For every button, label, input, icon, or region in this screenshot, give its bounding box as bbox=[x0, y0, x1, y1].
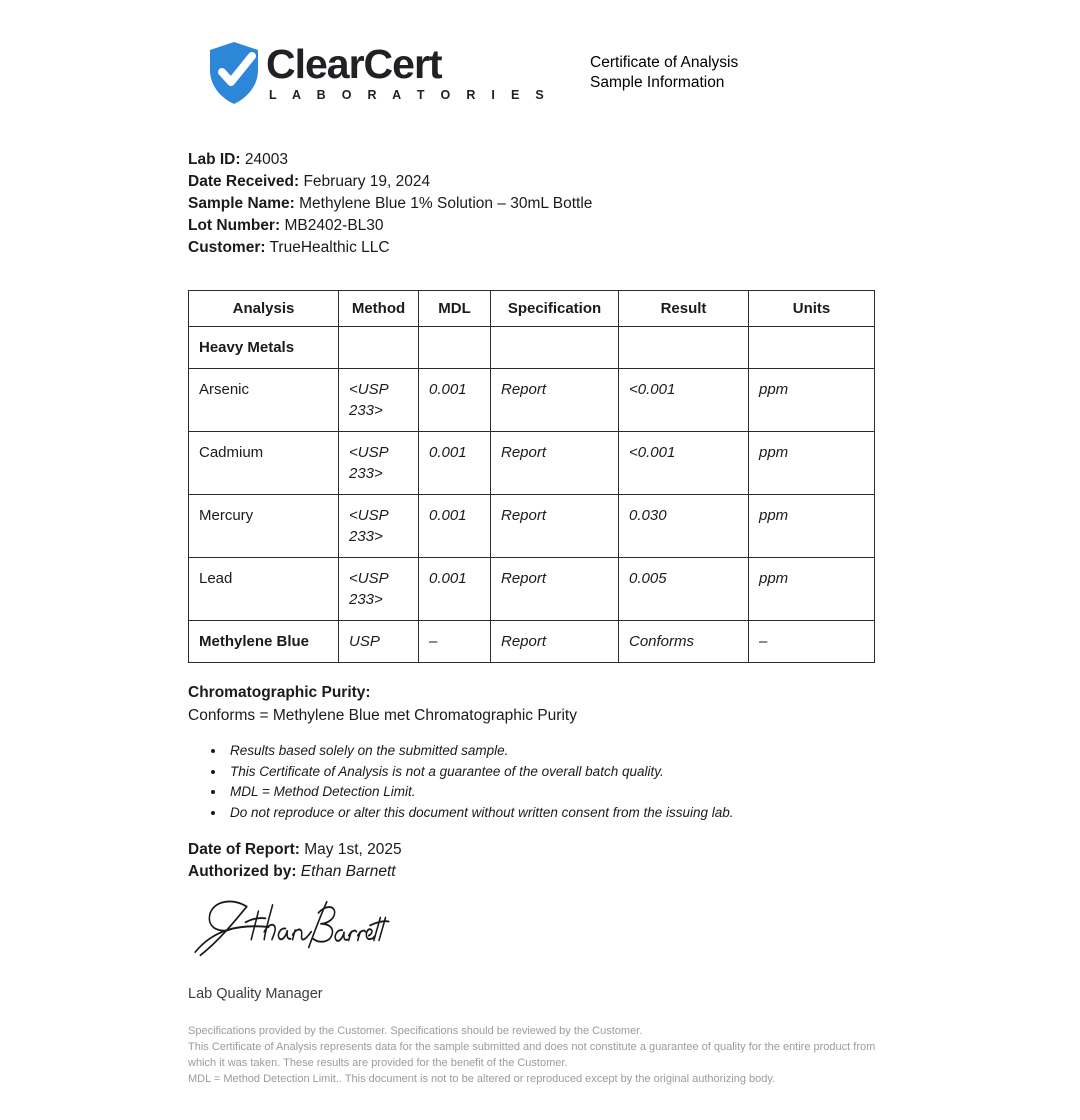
cell-result: 0.030 bbox=[619, 495, 749, 558]
cell-mdl: 0.001 bbox=[419, 369, 491, 432]
customer-line bbox=[188, 237, 1080, 259]
signer-title: Lab Quality Manager bbox=[188, 985, 323, 1002]
analysis-table bbox=[188, 290, 875, 663]
purity-heading: Chromatographic Purity: bbox=[188, 684, 371, 701]
clearcert-logo bbox=[208, 40, 550, 106]
table-row-mercury bbox=[189, 495, 875, 558]
empty-cell bbox=[749, 327, 875, 369]
note-item: • MDL = Method Detection Limit. bbox=[226, 785, 848, 799]
col-header-result: Result bbox=[619, 291, 749, 327]
cell-analysis: Arsenic bbox=[189, 369, 339, 432]
cell-mdl: 0.001 bbox=[419, 432, 491, 495]
table-row-cadmium bbox=[189, 432, 875, 495]
col-header-mdl: MDL bbox=[419, 291, 491, 327]
cell-mdl: – bbox=[419, 621, 491, 663]
col-header-units: Units bbox=[749, 291, 875, 327]
cell-specification: Report bbox=[491, 369, 619, 432]
cell-method: <USP 233> bbox=[339, 495, 419, 558]
disclaimer-line: MDL = Method Detection Limit.. This document is not to be altered or reproduced except by the original authorizing body. bbox=[188, 1072, 776, 1085]
lot-number-line bbox=[188, 215, 1080, 237]
empty-cell bbox=[619, 327, 749, 369]
cell-analysis: Mercury bbox=[189, 495, 339, 558]
cell-result: Conforms bbox=[619, 621, 749, 663]
date-of-report-value: May 1st, 2025 bbox=[299, 840, 402, 858]
section-label: Heavy Metals bbox=[189, 327, 339, 369]
lot-number-value: MB2402-BL30 bbox=[280, 217, 384, 234]
sample-info bbox=[188, 149, 1080, 259]
cell-result: <0.001 bbox=[619, 432, 749, 495]
authorized-by-value: Ethan Barnett bbox=[296, 862, 396, 880]
notes-list bbox=[188, 744, 848, 820]
doc-title-line2: Sample Information bbox=[590, 73, 725, 91]
table-header-row bbox=[189, 291, 875, 327]
brand-subtitle: L A B O R A T O R I E S bbox=[269, 88, 551, 102]
signature bbox=[190, 894, 1080, 960]
lab-id-line bbox=[188, 149, 1080, 171]
table-row-lead bbox=[189, 558, 875, 621]
cell-method: <USP 233> bbox=[339, 558, 419, 621]
empty-cell bbox=[419, 327, 491, 369]
shield-check-icon bbox=[208, 40, 260, 106]
note-item: • Results based solely on the submitted sample. bbox=[226, 744, 848, 758]
section-row-heavy-metals bbox=[189, 327, 875, 369]
table-row-methylene-blue bbox=[189, 621, 875, 663]
disclaimer bbox=[188, 1023, 880, 1087]
date-of-report-line bbox=[188, 839, 1080, 861]
cell-result: <0.001 bbox=[619, 369, 749, 432]
cell-result: 0.005 bbox=[619, 558, 749, 621]
date-received-value: February 19, 2024 bbox=[299, 173, 431, 190]
empty-cell bbox=[491, 327, 619, 369]
cell-units: – bbox=[749, 621, 875, 663]
table-row-arsenic bbox=[189, 369, 875, 432]
cell-specification: Report bbox=[491, 621, 619, 663]
cell-analysis: Lead bbox=[189, 558, 339, 621]
document-title bbox=[590, 53, 738, 92]
date-of-report-label: Date of Report: bbox=[188, 840, 300, 858]
brand-name: ClearCert bbox=[266, 41, 442, 87]
sample-name-line bbox=[188, 193, 1080, 215]
doc-title-line1: Certificate of Analysis bbox=[590, 54, 739, 71]
authorized-by-line bbox=[188, 861, 1080, 883]
report-meta bbox=[188, 839, 1080, 883]
header bbox=[208, 40, 1080, 106]
customer-label: Customer: bbox=[188, 239, 266, 256]
cell-units: ppm bbox=[749, 558, 875, 621]
col-header-specification: Specification bbox=[491, 291, 619, 327]
date-received-label: Date Received: bbox=[188, 173, 300, 190]
note-item: • This Certificate of Analysis is not a guarantee of the overall batch quality. bbox=[226, 765, 848, 779]
empty-cell bbox=[339, 327, 419, 369]
cell-method: USP bbox=[339, 621, 419, 663]
customer-value: TrueHealthic LLC bbox=[265, 239, 390, 256]
certificate-page bbox=[0, 40, 1080, 1120]
cell-units: ppm bbox=[749, 432, 875, 495]
purity-text: Conforms = Methylene Blue met Chromatographic Purity bbox=[188, 706, 577, 724]
handwritten-signature-icon bbox=[190, 894, 390, 960]
sample-name-label: Sample Name: bbox=[188, 195, 295, 212]
cell-specification: Report bbox=[491, 495, 619, 558]
purity-section bbox=[188, 682, 1080, 727]
note-item: • Do not reproduce or alter this document without written consent from the issuing lab. bbox=[226, 806, 848, 820]
disclaimer-line: This Certificate of Analysis represents data for the sample submitted and does not constitute a guarantee of quality for the entire product from which it was taken. These results are provided for the benefit of the Customer. bbox=[188, 1040, 876, 1069]
cell-mdl: 0.001 bbox=[419, 495, 491, 558]
cell-analysis: Methylene Blue bbox=[189, 621, 339, 663]
cell-specification: Report bbox=[491, 558, 619, 621]
authorized-by-label: Authorized by: bbox=[188, 862, 297, 880]
lot-number-label: Lot Number: bbox=[188, 217, 281, 234]
logo-text bbox=[266, 42, 550, 102]
cell-method: <USP 233> bbox=[339, 432, 419, 495]
col-header-method: Method bbox=[339, 291, 419, 327]
cell-method: <USP 233> bbox=[339, 369, 419, 432]
lab-id-label: Lab ID: bbox=[188, 151, 241, 168]
cell-units: ppm bbox=[749, 495, 875, 558]
cell-analysis: Cadmium bbox=[189, 432, 339, 495]
disclaimer-line: Specifications provided by the Customer. Specifications should be reviewed by the Customer. bbox=[188, 1024, 643, 1037]
col-header-analysis: Analysis bbox=[189, 291, 339, 327]
cell-units: ppm bbox=[749, 369, 875, 432]
cell-mdl: 0.001 bbox=[419, 558, 491, 621]
lab-id-value: 24003 bbox=[240, 151, 288, 168]
cell-specification: Report bbox=[491, 432, 619, 495]
sample-name-value: Methylene Blue 1% Solution – 30mL Bottle bbox=[294, 195, 593, 212]
date-received-line bbox=[188, 171, 1080, 193]
